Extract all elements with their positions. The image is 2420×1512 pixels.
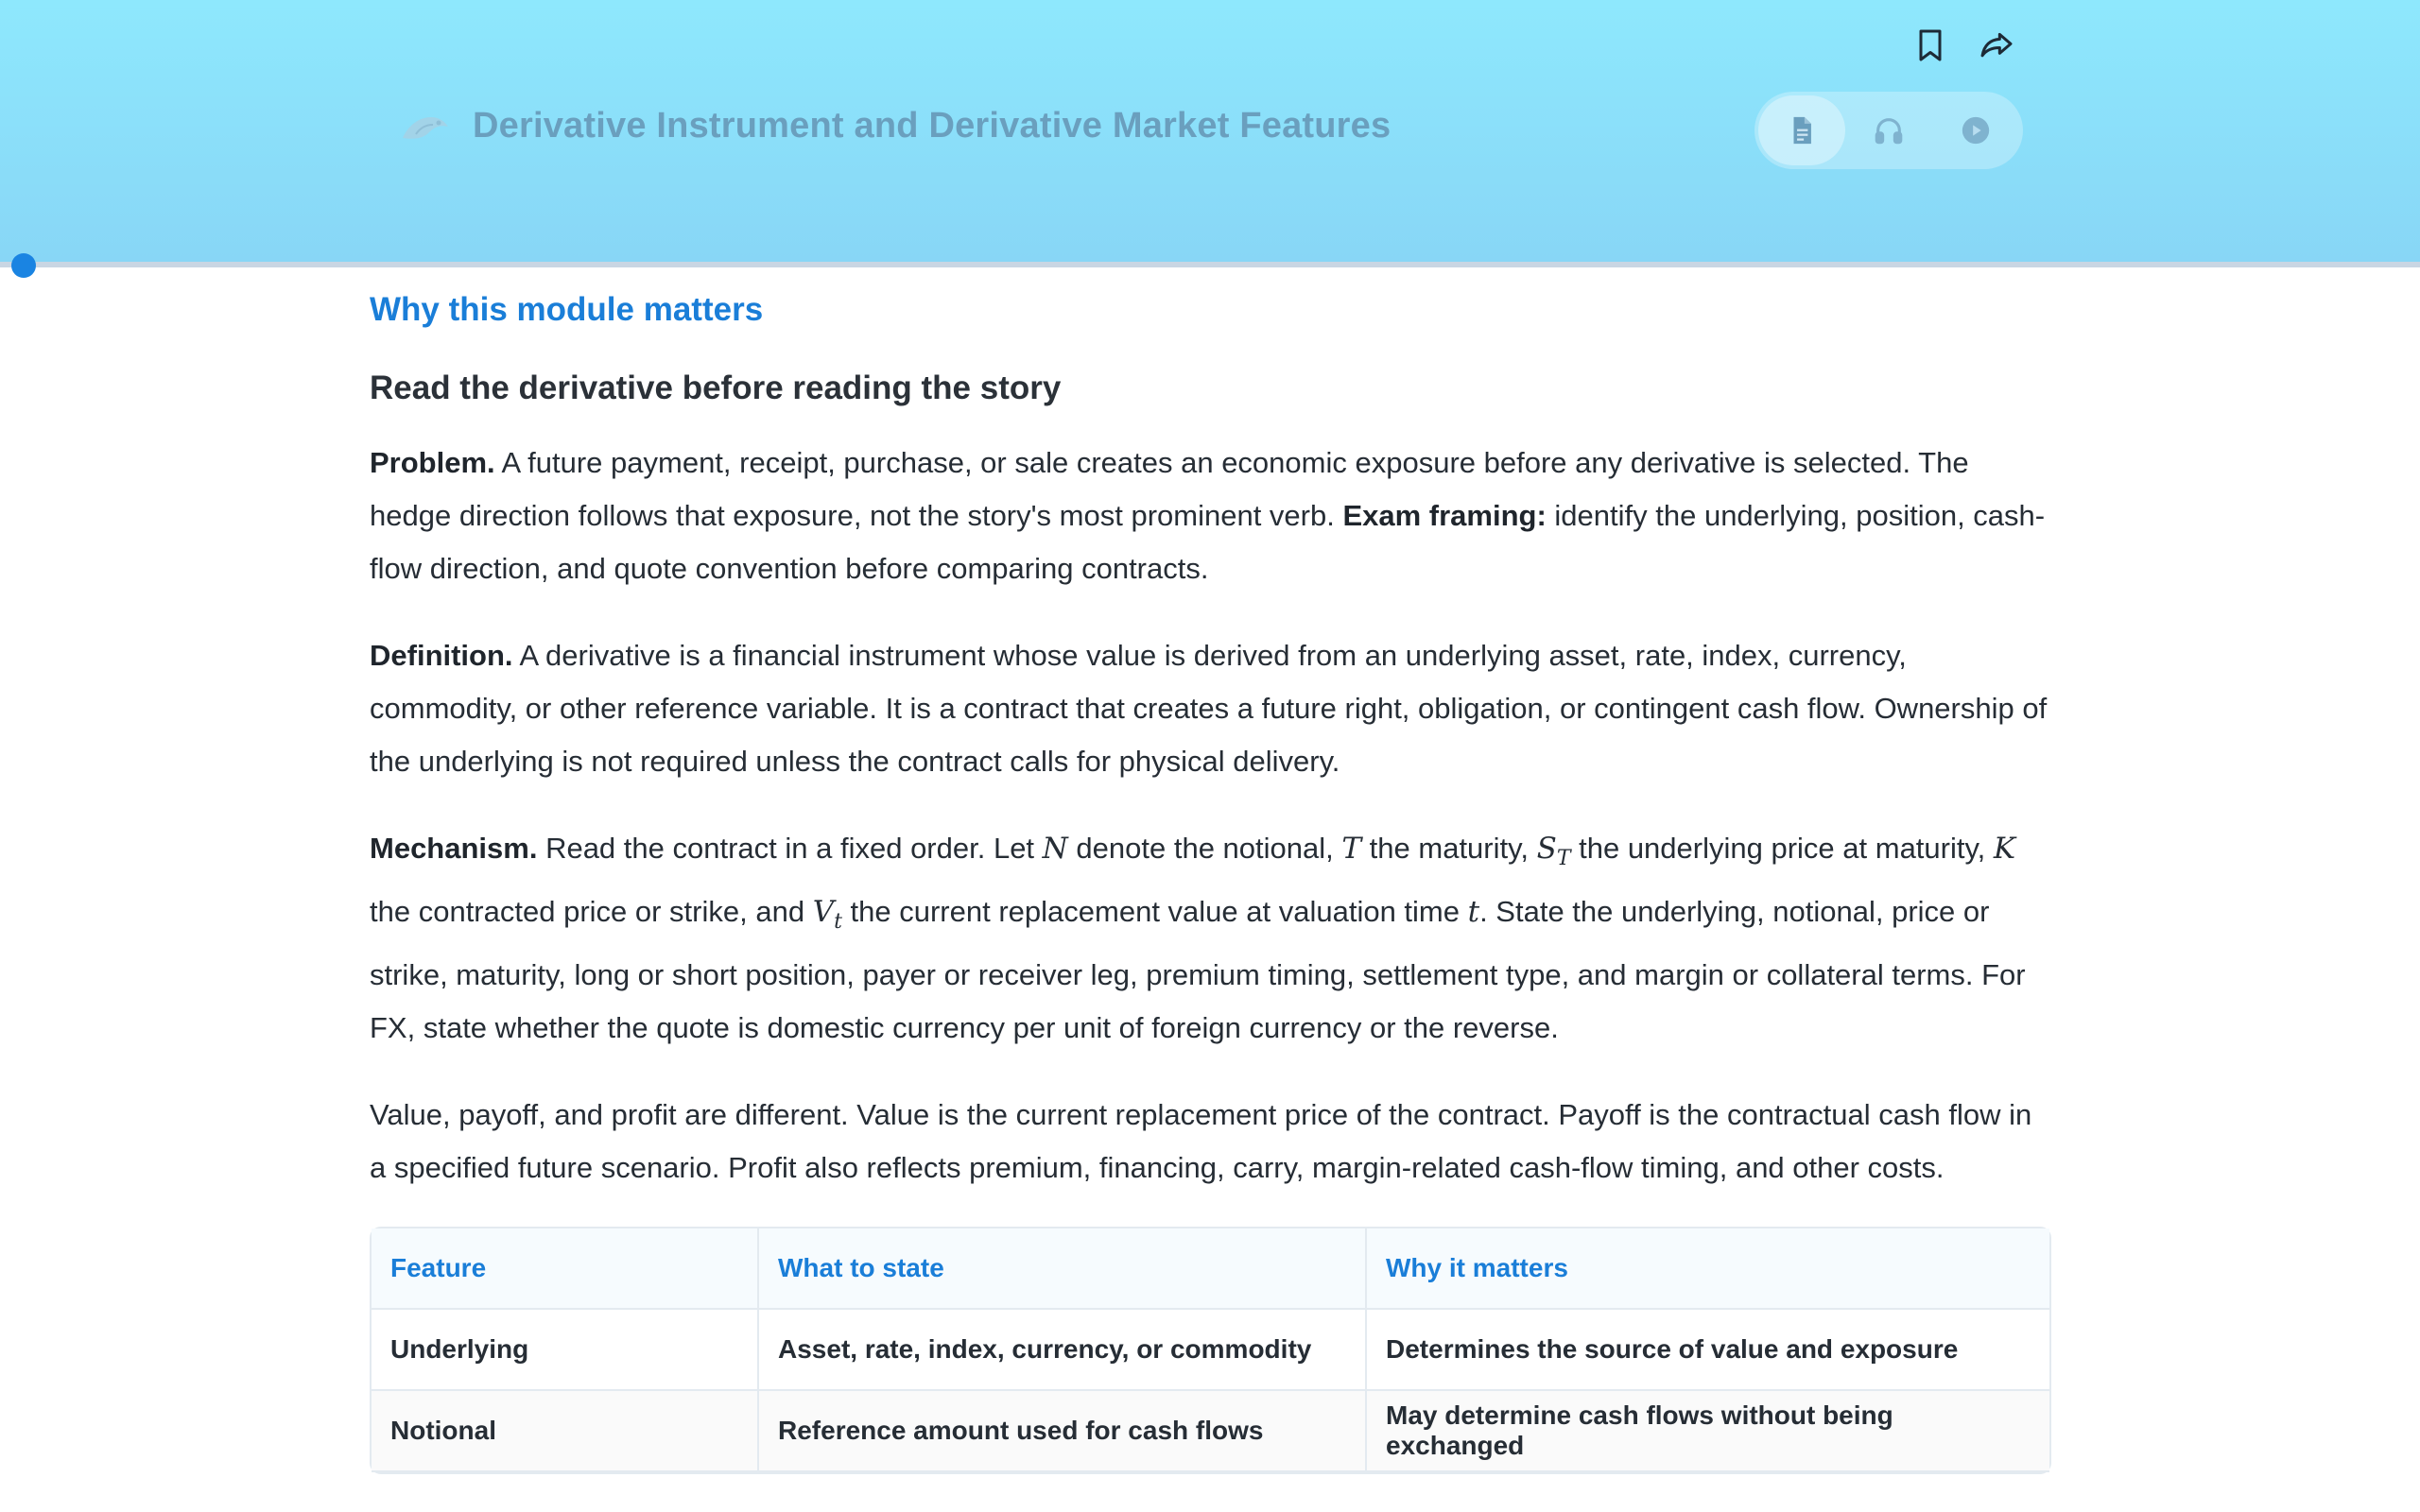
app-header [0, 0, 2420, 264]
bookmark-button[interactable] [1910, 25, 1951, 66]
mechanism-text: the underlying price at maturity, [1570, 832, 1994, 865]
math-subscript: t [834, 910, 842, 935]
column-header-why-it-matters: Why it matters [1367, 1228, 2049, 1310]
reading-progress-handle[interactable] [11, 253, 36, 278]
table-cell: Reference amount used for cash flows [759, 1391, 1367, 1472]
article [370, 284, 2051, 1474]
mechanism-text: denote the notional, [1067, 832, 1342, 865]
mechanism-lead: Mechanism. [370, 832, 538, 865]
mechanism-text: Read the contract in a fixed order. Let [537, 832, 1043, 865]
math-notional: N [1042, 832, 1068, 866]
exam-framing-lead: Exam framing: [1342, 499, 1547, 532]
section-subheading: Read the derivative before reading the story [370, 369, 1062, 406]
header-actions [1910, 25, 2017, 66]
reading-progress-track[interactable] [0, 262, 2420, 267]
math-underlying-price [1536, 832, 1571, 871]
document-icon [1786, 114, 1818, 146]
view-mode-switch [1754, 92, 2023, 169]
mechanism-text: . State the underlying, notional, price or strike, maturity, long or short position, payer or receiver leg, premium timing, settlement type, and margin or collateral terms. For FX, state whether the quote is domestic currency per unit of foreign currency or the reverse. [370, 895, 2026, 1045]
table-cell: Asset, rate, index, currency, or commodity [759, 1310, 1367, 1391]
definition-text: A derivative is a financial instrument whose value is derived from an underlying asset, rate, index, currency, commodity, or other reference variable. It is a contract that creates a future right, obligation, or contingent cash flow. Ownership of the underlying is not required unless the contract calls for physical delivery. [370, 639, 2048, 778]
problem-text: A future payment, receipt, purchase, or sale creates an economic exposure before any derivative is selected. The hedge direction follows that exposure, not the story's most prominent verb. [370, 446, 1969, 532]
mechanism-text: the current replacement value at valuation time [841, 895, 1468, 929]
column-header-feature: Feature [372, 1228, 759, 1310]
exam-framing-text: identify the underlying, position, cash-flow direction, and quote convention before comparing contracts. [370, 499, 2046, 585]
math-value [812, 895, 842, 935]
section-title: Why this module matters [370, 291, 764, 328]
definition-lead: Definition. [370, 639, 513, 672]
table-row [372, 1391, 2049, 1472]
read-mode-button[interactable] [1758, 95, 1845, 165]
table-row [372, 1310, 2049, 1391]
math-symbol: V [812, 895, 835, 930]
problem-paragraph [370, 437, 2051, 595]
video-mode-button[interactable] [1932, 95, 2019, 165]
bookmark-icon [1911, 26, 1949, 64]
mechanism-paragraph [370, 822, 2051, 1055]
math-time: t [1467, 895, 1480, 930]
play-icon [1960, 114, 1992, 146]
math-symbol: S [1536, 832, 1557, 866]
share-button[interactable] [1976, 25, 2017, 66]
table-cell: Determines the source of value and exposure [1367, 1310, 2049, 1391]
mechanism-text: the contracted price or strike, and [370, 895, 813, 929]
definition-paragraph [370, 629, 2051, 788]
math-strike: K [1993, 832, 2016, 866]
table-cell: Notional [372, 1391, 759, 1472]
listen-mode-button[interactable] [1845, 95, 1932, 165]
headphones-icon [1873, 114, 1905, 146]
table-header-row [372, 1228, 2049, 1310]
table-cell: Underlying [372, 1310, 759, 1391]
table-cell: May determine cash flows without being exchanged [1367, 1391, 2049, 1472]
value-payoff-paragraph: Value, payoff, and profit are different. Value is the current replacement price of the contract. Payoff is the contractual cash flow in a specified future scenario. Profit also reflects premium, financing, carry, margin-related cash-flow timing, and other costs. [370, 1098, 2032, 1185]
mechanism-text: the maturity, [1361, 832, 1537, 865]
page-title: Derivative Instrument and Derivative Market Features [473, 106, 1392, 146]
math-maturity: T [1341, 832, 1362, 866]
math-subscript: T [1556, 847, 1571, 871]
share-icon [1978, 26, 2015, 64]
features-table [370, 1227, 2051, 1474]
problem-lead: Problem. [370, 446, 495, 479]
column-header-what-to-state: What to state [759, 1228, 1367, 1310]
brand-logo-icon [397, 106, 454, 147]
